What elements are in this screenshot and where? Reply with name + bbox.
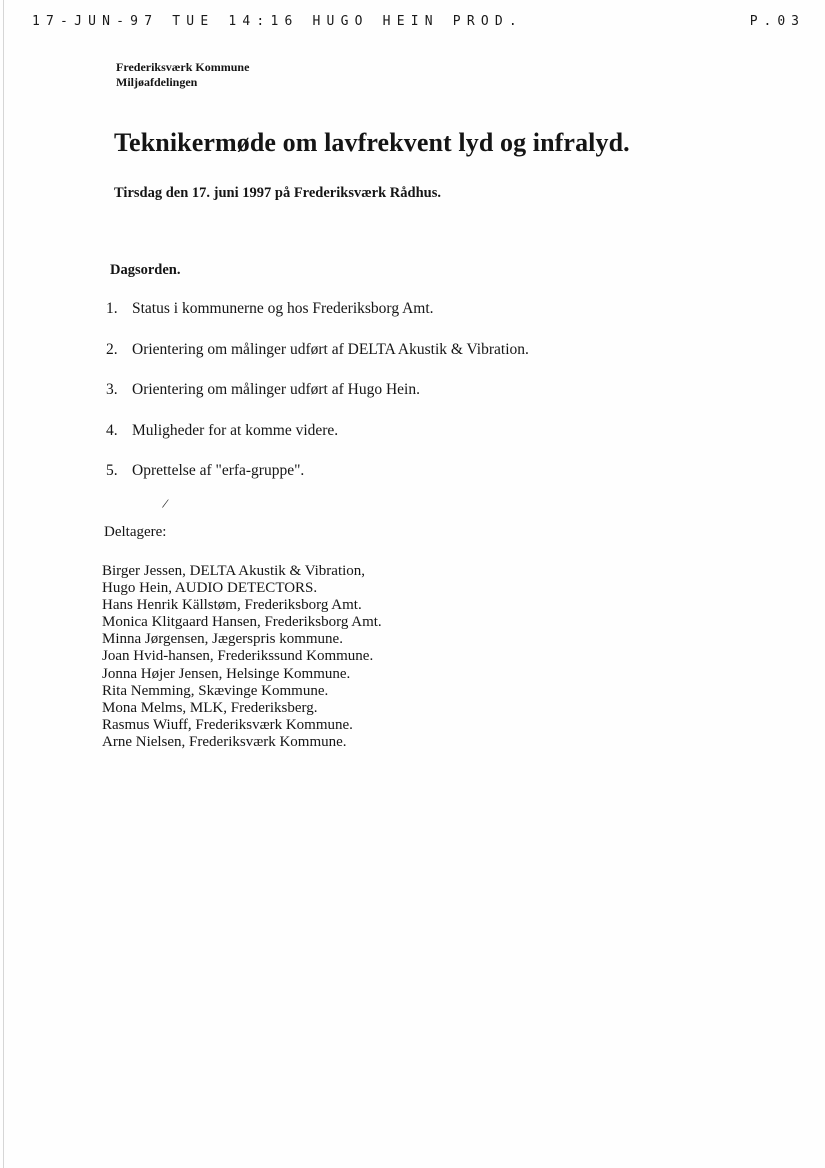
fax-transmission-header: 17-JUN-97 TUE 14:16 HUGO HEIN PROD.	[32, 14, 523, 29]
organization-block	[116, 60, 249, 90]
agenda-item	[106, 462, 529, 503]
agenda-item-text: Orientering om målinger udført af Hugo Hein.	[132, 381, 420, 398]
participants-list	[102, 563, 382, 751]
participant: Hugo Hein, AUDIO DETECTORS.	[102, 580, 318, 597]
participant: Hans Henrik Källstøm, Frederiksborg Amt.	[102, 597, 362, 614]
agenda-item	[106, 300, 529, 341]
organization-name: Frederiksværk Kommune	[116, 60, 250, 74]
participant: Jonna Højer Jensen, Helsinge Kommune.	[102, 665, 351, 682]
agenda-list	[106, 300, 529, 503]
agenda-item	[106, 341, 529, 382]
agenda-heading: Dagsorden.	[110, 262, 181, 278]
agenda-item	[106, 422, 529, 463]
meeting-date-location: Tirsdag den 17. juni 1997 på Frederiksværk Rådhus.	[114, 185, 441, 201]
agenda-item-text: Oprettelse af "erfa-gruppe".	[132, 462, 305, 479]
agenda-item-number: 4.	[106, 421, 118, 439]
agenda-item-number: 5.	[106, 462, 118, 479]
agenda-item-number: 2.	[106, 340, 118, 358]
agenda-item-number: 3.	[106, 381, 118, 398]
participant: Rita Nemming, Skævinge Kommune.	[102, 682, 329, 699]
agenda-item-text: Status i kommunerne og hos Frederiksborg Amt.	[132, 300, 434, 317]
scan-edge	[3, 0, 4, 1168]
participants-heading: Deltagere:	[104, 524, 167, 540]
agenda-item	[106, 381, 529, 422]
participant: Monica Klitgaard Hansen, Frederiksborg Amt.	[102, 614, 382, 631]
participant: Rasmus Wiuff, Frederiksværk Kommune.	[102, 716, 353, 733]
stray-pen-mark: /	[160, 496, 170, 513]
department-name: Miljøafdelingen	[116, 75, 198, 89]
agenda-item-number: 1.	[106, 300, 118, 317]
agenda-item-text: Muligheder for at komme videre.	[132, 421, 339, 439]
fax-page-number: P.03	[749, 14, 805, 29]
document-title: Teknikermøde om lavfrekvent lyd og infralyd.	[114, 128, 630, 157]
agenda-item-text: Orientering om målinger udført af DELTA Akustik & Vibration.	[132, 340, 529, 358]
participant: Arne Nielsen, Frederiksværk Kommune.	[102, 733, 347, 750]
participant: Joan Hvid-hansen, Frederikssund Kommune.	[102, 648, 374, 665]
participant: Minna Jørgensen, Jægerspris kommune.	[102, 631, 343, 648]
participant: Birger Jessen, DELTA Akustik & Vibration,	[102, 563, 366, 579]
participant: Mona Melms, MLK, Frederiksberg.	[102, 699, 318, 716]
